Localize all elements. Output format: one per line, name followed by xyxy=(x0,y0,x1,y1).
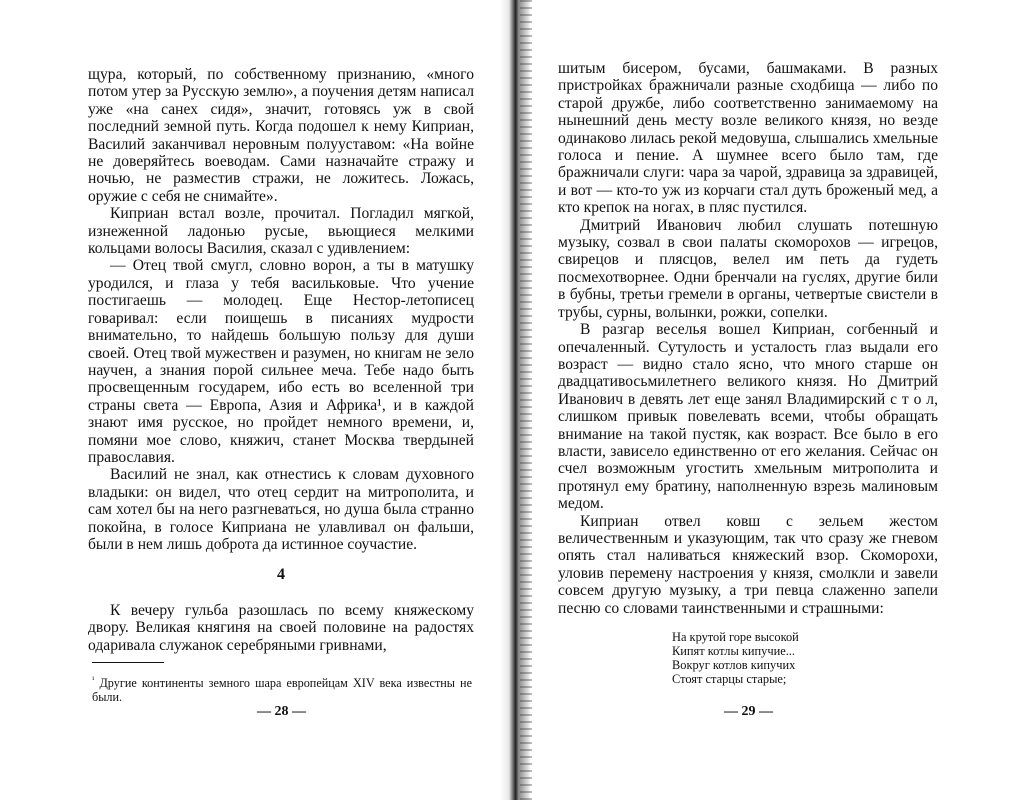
left-paragraph-4: Василий не знал, как отнестись к словам духовного владыки: он видел, что отец сердит на митрополита, и сам хотел бы на него разгневаться, но душа была странно покойна, в голосе Киприана не улавливал он фальши, были в нем лишь доброта да истинное соучастие. xyxy=(88,466,474,553)
page-number-left: — 28 — xyxy=(257,704,306,719)
left-paragraph-1: щура, который, по собственному признанию, «много потом утер за Русскую землю», а поучения детям написал уже «на санех сидя», значит, готовясь уж в свой последний земной путь. Когда подошел к нему Киприан, Василий заканчивал неровным полууставом: «На войне не доверяйтесь воеводам. Сами назначайте стражу и ночью, не разместив стражи, не ложитесь. Ложась, оружие с себя не снимайте». xyxy=(88,66,474,205)
footnote-rule xyxy=(92,662,164,663)
page-number-right: — 29 — xyxy=(724,704,773,719)
chapter-opening-paragraph: К вечеру гульба разошлась по всему княжескому двору. Великая княгиня на своей половине на радостях одаривала служанок серебряными гривнами, xyxy=(88,602,474,654)
gutter-scan-noise xyxy=(520,0,532,800)
right-page-text xyxy=(558,60,938,617)
right-paragraph-4: Киприан отвел ковш с зельем жестом величественным и указующим, так что сразу же гневом опять стал наливаться княжеский взор. Скоморохи, уловив перемену настроения у князя, смолкли и завели совсем другую музыку, а три певца слаженно запели песню со словами таинственными и страшными: xyxy=(558,512,938,617)
chapter-number: 4 xyxy=(277,566,285,583)
verse-line-2: Кипят котлы кипучие... xyxy=(672,644,796,658)
verse-line-4: Стоят старцы старые; xyxy=(672,672,787,686)
left-page-text xyxy=(88,66,474,553)
left-paragraph-2: Киприан встал возле, прочитал. Погладил мягкой, изнеженной ладонью русые, вьющиеся мелкими кольцами волосы Василия, сказал с удивлением: xyxy=(88,205,474,258)
left-paragraph-3: — Отец твой смугл, словно ворон, а ты в матушку уродился, и глаза у тебя васильковые. Что учение постигаешь — молодец. Еще Нестор-летописец говаривал: если поищешь в писаниях мудрости внимательно, то найдешь большую пользу для души своей. Отец твой мужествен и разумен, но книгам не зело научен, а знания порой сильнее меча. Тебе надо быть просвещенным государем, ибо есть во вселенной три страны света — Европа, Азия и Африка¹, и в каждой знают имя русское, но пройдет немного времени, и, помяни мое слово, княжич, станет Москва твердыней православия. xyxy=(88,257,474,466)
verse-line-3: Вокруг котлов кипучих xyxy=(672,658,796,672)
song-verse xyxy=(672,630,799,686)
chapter-opening xyxy=(88,602,474,654)
right-paragraph-2: Дмитрий Иванович любил слушать потешную музыку, созвал в свои палаты скоморохов — игрецов, свирецов и плясцов, велел им петь да гудеть посмехотворнее. Одни бренчали на гуслях, другие били в бубны, третьи гремели в органы, четвертые свистели в трубы, сурны, волынки, рожки, сопелки. xyxy=(558,216,938,321)
right-paragraph-3: В разгар веселья вошел Киприан, согбенный и опечаленный. Сутулость и усталость глаз выдали его возраст — видно стало ясно, что много старше он двадцативосьмилетнего великого князя. Но Дмитрий Иванович в девять лет еще занял Владимирский с т о л, слишком привык повелевать всеми, чтобы обращать внимание на такой пустяк, как возраст. Все было в его власти, зависело единственно от его желания. Сейчас он счел возможным угостить хмельным митрополита и протянул ему братину, наполненную взрезь малиновым медом. xyxy=(558,321,938,513)
footnote-text: Другие континенты земного шара европейцам XIV века известны не были. xyxy=(92,676,472,705)
footnote-mark: ¹ xyxy=(92,675,95,684)
right-paragraph-1: шитым бисером, бусами, башмаками. В разных пристройках бражничали разные сходбища — либо по старой дружбе, либо соответственно занимаемому на нынешний день месту возле великого князя, но везде одинаково лилась рекой медовуша, слышались хмельные голоса и пение. А шумнее всего было там, где бражничали слуги: чара за чарой, здравица за здравицей, и вот — кто-то уж из корчаги стал дуть броженый мед, а кто крепок на ногах, в пляс пустился. xyxy=(558,60,938,217)
verse-line-1: На крутой горе высокой xyxy=(672,630,799,644)
footnote xyxy=(92,673,472,704)
